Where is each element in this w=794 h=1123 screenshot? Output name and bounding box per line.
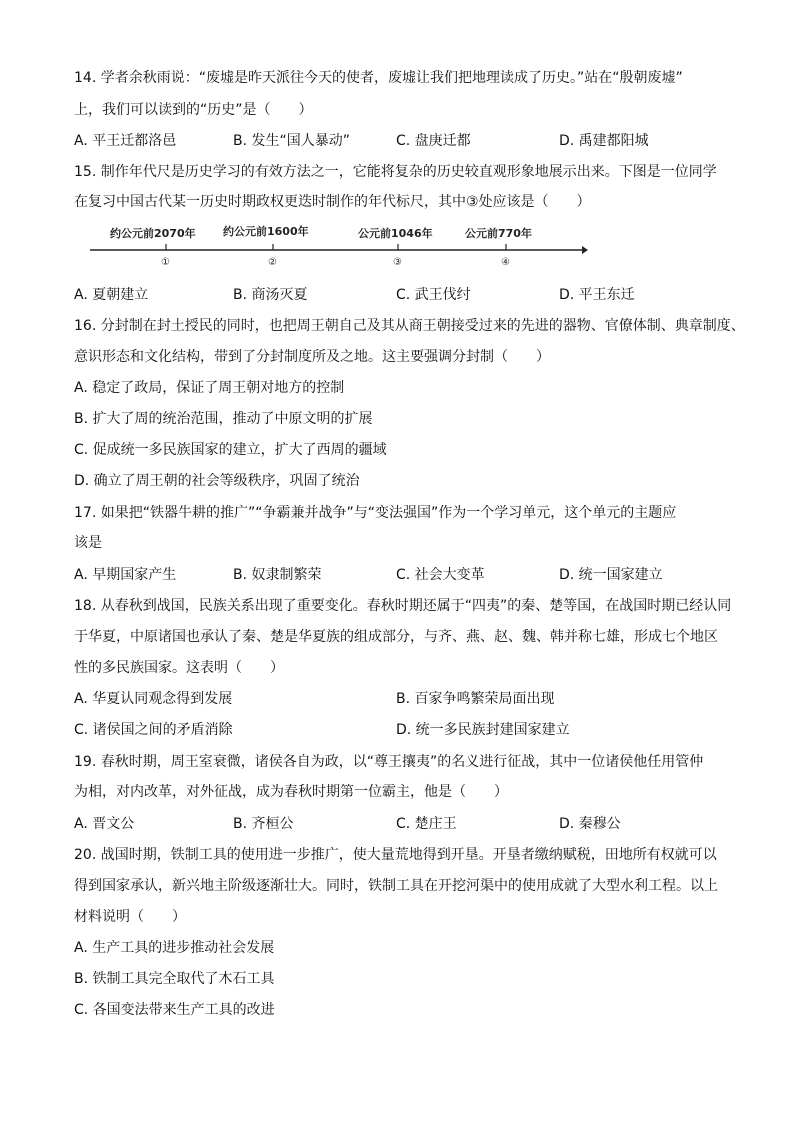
q16-option-b[interactable]: B. 扩大了周的统治范围，推动了中原文明的扩展 <box>74 411 373 427</box>
timeline-label-2: 约公元前1600年 <box>223 225 309 238</box>
q14-option-c[interactable]: C. 盘庚迁都 <box>396 133 471 149</box>
q14-option-a[interactable]: A. 平王迁都洛邑 <box>74 133 177 149</box>
q15-option-a[interactable]: A. 夏朝建立 <box>74 287 149 303</box>
q17-stem-line-2: 该是 <box>74 535 102 551</box>
q18-option-a[interactable]: A. 华夏认同观念得到发展 <box>74 691 233 707</box>
timeline-label-3: 公元前1046年 <box>358 227 433 240</box>
q19-stem-line-2: 为相，对内改革，对外征战，成为春秋时期第一位霸主，他是（ ） <box>74 784 508 800</box>
q18-stem-line-1: 18. 从春秋到战国，民族关系出现了重要变化。春秋时期还属于“四夷”的秦、楚等国，在战国时期已经认同 <box>74 598 732 614</box>
timeline-ruler <box>88 222 588 272</box>
q17-option-c[interactable]: C. 社会大变革 <box>396 567 485 583</box>
q19-option-a[interactable]: A. 晋文公 <box>74 816 135 832</box>
q14-option-d[interactable]: D. 禹建都阳城 <box>559 133 649 149</box>
q15-option-c[interactable]: C. 武王伐纣 <box>396 287 471 303</box>
q18-option-d[interactable]: D. 统一多民族封建国家建立 <box>396 722 570 738</box>
q16-stem-line-2: 意识形态和文化结构，带到了分封制度所及之地。这主要强调分封制（ ） <box>74 349 550 365</box>
q14-option-b[interactable]: B. 发生“国人暴动” <box>233 133 351 149</box>
q16-option-c[interactable]: C. 促成统一多民族国家的建立，扩大了西周的疆域 <box>74 442 387 458</box>
timeline-arrow-icon <box>582 246 588 254</box>
timeline-marker-3: ③ <box>393 257 402 268</box>
timeline-label-1: 约公元前2070年 <box>110 227 196 240</box>
q16-option-d[interactable]: D. 确立了周王朝的社会等级秩序，巩固了统治 <box>74 473 360 489</box>
q17-option-d[interactable]: D. 统一国家建立 <box>559 567 663 583</box>
q18-stem-line-3: 性的多民族国家。这表明（ ） <box>74 660 284 676</box>
q14-stem-line-1: 14. 学者余秋雨说：“废墟是昨天派往今天的使者，废墟让我们把地理读成了历史。”站在“殷朝废墟” <box>74 70 683 86</box>
q20-stem-line-3: 材料说明（ ） <box>74 909 186 925</box>
q17-option-b[interactable]: B. 奴隶制繁荣 <box>233 567 322 583</box>
q20-stem-line-1: 20. 战国时期，铁制工具的使用进一步推广，使大量荒地得到开垦。开垦者缴纳赋税，田地所有权就可以 <box>74 847 717 863</box>
q16-option-a[interactable]: A. 稳定了政局，保证了周王朝对地方的控制 <box>74 380 345 396</box>
q18-option-c[interactable]: C. 诸侯国之间的矛盾消除 <box>74 722 233 738</box>
q17-stem-line-1: 17. 如果把“铁器牛耕的推广”“争霸兼并战争”与“变法强国”作为一个学习单元，这个单元的主题应 <box>74 505 677 521</box>
q19-stem-line-1: 19. 春秋时期，周王室衰微，诸侯各自为政，以“尊王攘夷”的名义进行征战，其中一位诸侯他任用管仲 <box>74 754 704 770</box>
timeline-marker-2: ② <box>268 257 277 268</box>
timeline-marker-1: ① <box>161 257 170 268</box>
q20-option-b[interactable]: B. 铁制工具完全取代了木石工具 <box>74 971 275 987</box>
q15-stem-line-1: 15. 制作年代尺是历史学习的有效方法之一，它能将复杂的历史较直观形象地展示出来。下图是一位同学 <box>74 164 717 180</box>
q20-stem-line-2: 得到国家承认，新兴地主阶级逐渐壮大。同时，铁制工具在开挖河渠中的使用成就了大型水利工程。以上 <box>74 878 718 894</box>
q16-stem-line-1: 16. 分封制在封土授民的同时，也把周王朝自己及其从商王朝接受过来的先进的器物、官僚体制、典章制度、 <box>74 318 745 334</box>
q17-option-a[interactable]: A. 早期国家产生 <box>74 567 177 583</box>
q20-option-a[interactable]: A. 生产工具的进步推动社会发展 <box>74 940 275 956</box>
q15-option-d[interactable]: D. 平王东迁 <box>559 287 635 303</box>
q18-stem-line-2: 于华夏，中原诸国也承认了秦、楚是华夏族的组成部分，与齐、燕、赵、魏、韩并称七雄，形成七个地区 <box>74 629 718 645</box>
q19-option-b[interactable]: B. 齐桓公 <box>233 816 294 832</box>
q20-option-c[interactable]: C. 各国变法带来生产工具的改进 <box>74 1002 275 1018</box>
q19-option-d[interactable]: D. 秦穆公 <box>559 816 621 832</box>
q15-option-b[interactable]: B. 商汤灭夏 <box>233 287 308 303</box>
timeline-marker-4: ④ <box>501 257 510 268</box>
q19-option-c[interactable]: C. 楚庄王 <box>396 816 457 832</box>
q15-stem-line-2: 在复习中国古代某一历史时期政权更迭时制作的年代标尺，其中③处应该是（ ） <box>74 194 591 210</box>
q14-stem-line-2: 上，我们可以读到的“历史”是（ ） <box>74 102 313 118</box>
timeline-label-4: 公元前770年 <box>465 227 532 240</box>
q18-option-b[interactable]: B. 百家争鸣繁荣局面出现 <box>396 691 555 707</box>
